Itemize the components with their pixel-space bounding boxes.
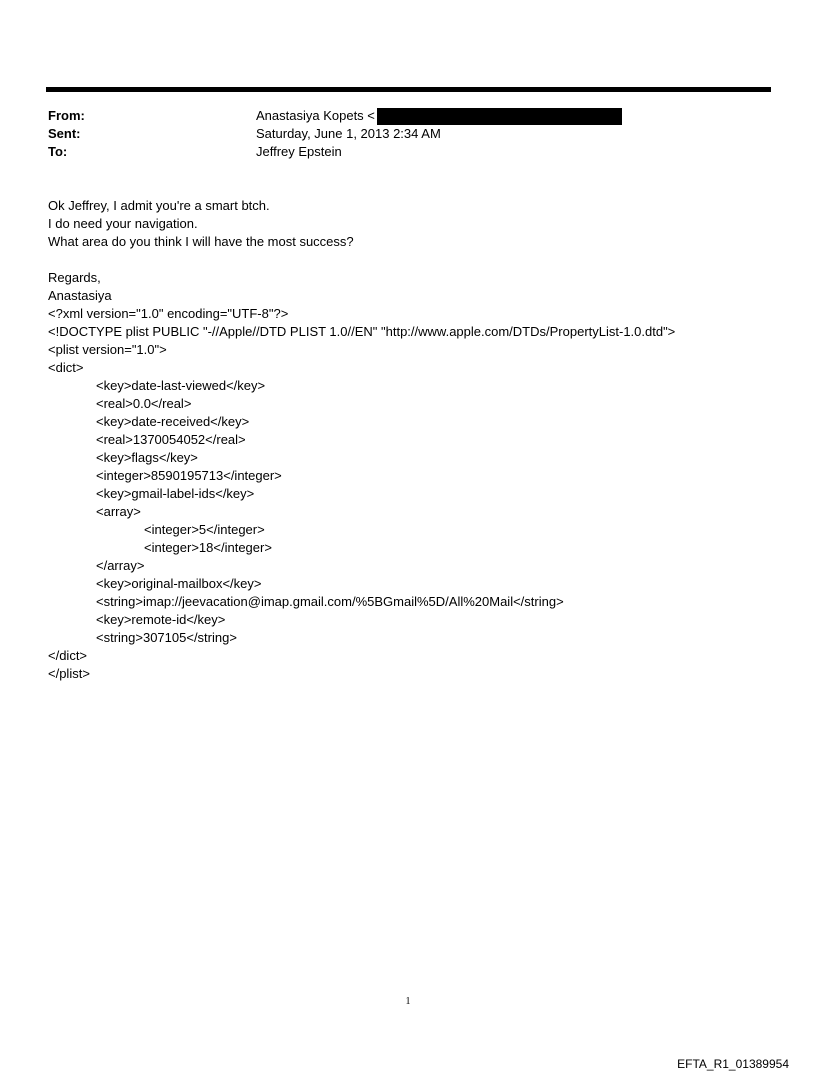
plist-doctype: <!DOCTYPE plist PUBLIC "-//Apple//DTD PLIST 1.0//EN" "http://www.apple.com/DTDs/PropertyList-1.0.dtd"> — [48, 324, 676, 339]
array-item: <integer>5</integer> — [144, 522, 265, 537]
from-row — [48, 107, 768, 125]
sender-name: Anastasiya Kopets < — [256, 108, 375, 123]
plist-close-tag: </plist> — [48, 666, 90, 681]
plist-value: <real>1370054052</real> — [96, 432, 246, 447]
plist-key: <key>date-received</key> — [96, 414, 250, 429]
to-value: Jeffrey Epstein — [256, 144, 342, 159]
sent-row — [48, 125, 768, 143]
message-line: Ok Jeffrey, I admit you're a smart btch. — [48, 198, 270, 213]
document-id: EFTA_R1_01389954 — [677, 1057, 789, 1071]
paragraph-gap — [48, 251, 788, 269]
plist-key: <key>date-last-viewed</key> — [96, 378, 266, 393]
email-body — [48, 197, 788, 683]
message-line: What area do you think I will have the most success? — [48, 234, 354, 249]
to-row — [48, 143, 768, 161]
signature: Anastasiya — [48, 288, 112, 303]
array-open-tag: <array> — [96, 504, 141, 519]
page-number: 1 — [405, 996, 411, 1007]
sent-value: Saturday, June 1, 2013 2:34 AM — [256, 126, 441, 141]
to-label: To: — [48, 144, 68, 159]
email-header — [48, 107, 768, 161]
array-item: <integer>18</integer> — [144, 540, 272, 555]
plist-xml-declaration: <?xml version="1.0" encoding="UTF-8"?> — [48, 306, 289, 321]
plist-value: <string>307105</string> — [96, 630, 237, 645]
plist-key: <key>remote-id</key> — [96, 612, 226, 627]
header-rule — [46, 87, 771, 92]
plist-open-tag: <plist version="1.0"> — [48, 342, 167, 357]
plist-value: <string>imap://jeevacation@imap.gmail.com/%5BGmail%5D/All%20Mail</string> — [96, 594, 564, 609]
sent-label: Sent: — [48, 126, 81, 141]
from-value — [256, 107, 622, 125]
message-line: I do need your navigation. — [48, 216, 198, 231]
dict-open-tag: <dict> — [48, 360, 84, 375]
plist-key: <key>original-mailbox</key> — [96, 576, 262, 591]
closing: Regards, — [48, 270, 101, 285]
dict-close-tag: </dict> — [48, 648, 88, 663]
plist-value: <real>0.0</real> — [96, 396, 192, 411]
plist-value: <integer>8590195713</integer> — [96, 468, 282, 483]
plist-key: <key>gmail-label-ids</key> — [96, 486, 255, 501]
plist-key: <key>flags</key> — [96, 450, 198, 465]
from-label: From: — [48, 108, 85, 123]
array-close-tag: </array> — [96, 558, 145, 573]
redaction-block — [377, 108, 622, 125]
